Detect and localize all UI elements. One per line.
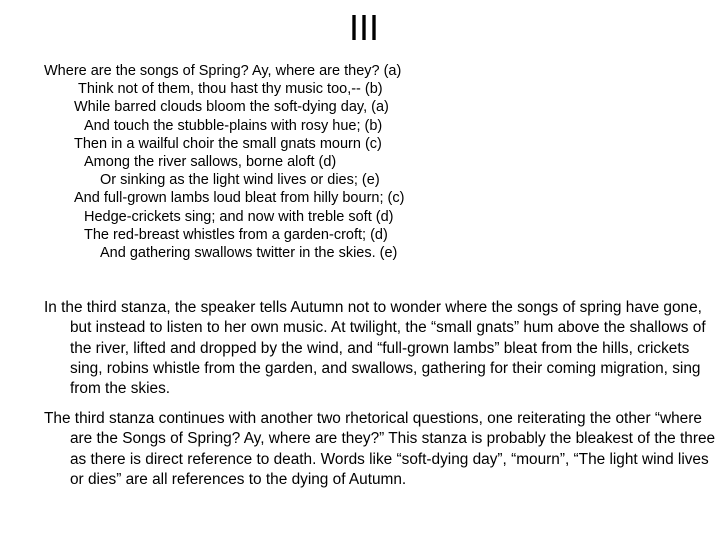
poem-line: Where are the songs of Spring? Ay, where are they? (a) — [44, 63, 402, 79]
poem-line: Among the river sallows, borne aloft (d) — [84, 154, 337, 171]
poem-stanza — [44, 62, 694, 262]
poem-line: While barred clouds bloom the soft-dying day, (a) — [74, 99, 389, 116]
poem-line: The red-breast whistles from a garden-croft; (d) — [84, 226, 388, 243]
poem-line: Think not of them, thou hast thy music too,-- (b) — [78, 81, 383, 98]
poem-line: And touch the stubble-plains with rosy hue; (b) — [84, 117, 383, 134]
poem-line: Hedge-crickets sing; and now with treble soft (d) — [84, 208, 394, 225]
poem-line: And full-grown lambs loud bleat from hilly bourn; (c) — [74, 190, 405, 207]
analysis-paragraph: In the third stanza, the speaker tells Autumn not to wonder where the songs of spring have gone, but instead to listen to her own music. At twilight, the “small gnats” hum above the shallows of the river, lifted and dropped by the wind, and “full-grown lambs” bleat from the hills, crickets sing, robins whistle from the garden, and swallows, gathering for their coming migration, sing from the skies. — [44, 299, 706, 398]
poem-line: And gathering swallows twitter in the skies. (e) — [100, 245, 398, 262]
poem-line: Or sinking as the light wind lives or dies; (e) — [100, 172, 380, 189]
poem-line: Then in a wailful choir the small gnats mourn (c) — [74, 135, 382, 152]
analysis-paragraph: The third stanza continues with another two rhetorical questions, one reiterating the other “where are the Songs of Spring? Ay, where are they?” This stanza is probably the bleakest of the three as there is direct reference to death. Words like “soft-dying day”, “mourn”, “The light wind lives or dies” are all references to the dying of Autumn. — [44, 410, 716, 488]
slide-title: III — [348, 7, 379, 48]
